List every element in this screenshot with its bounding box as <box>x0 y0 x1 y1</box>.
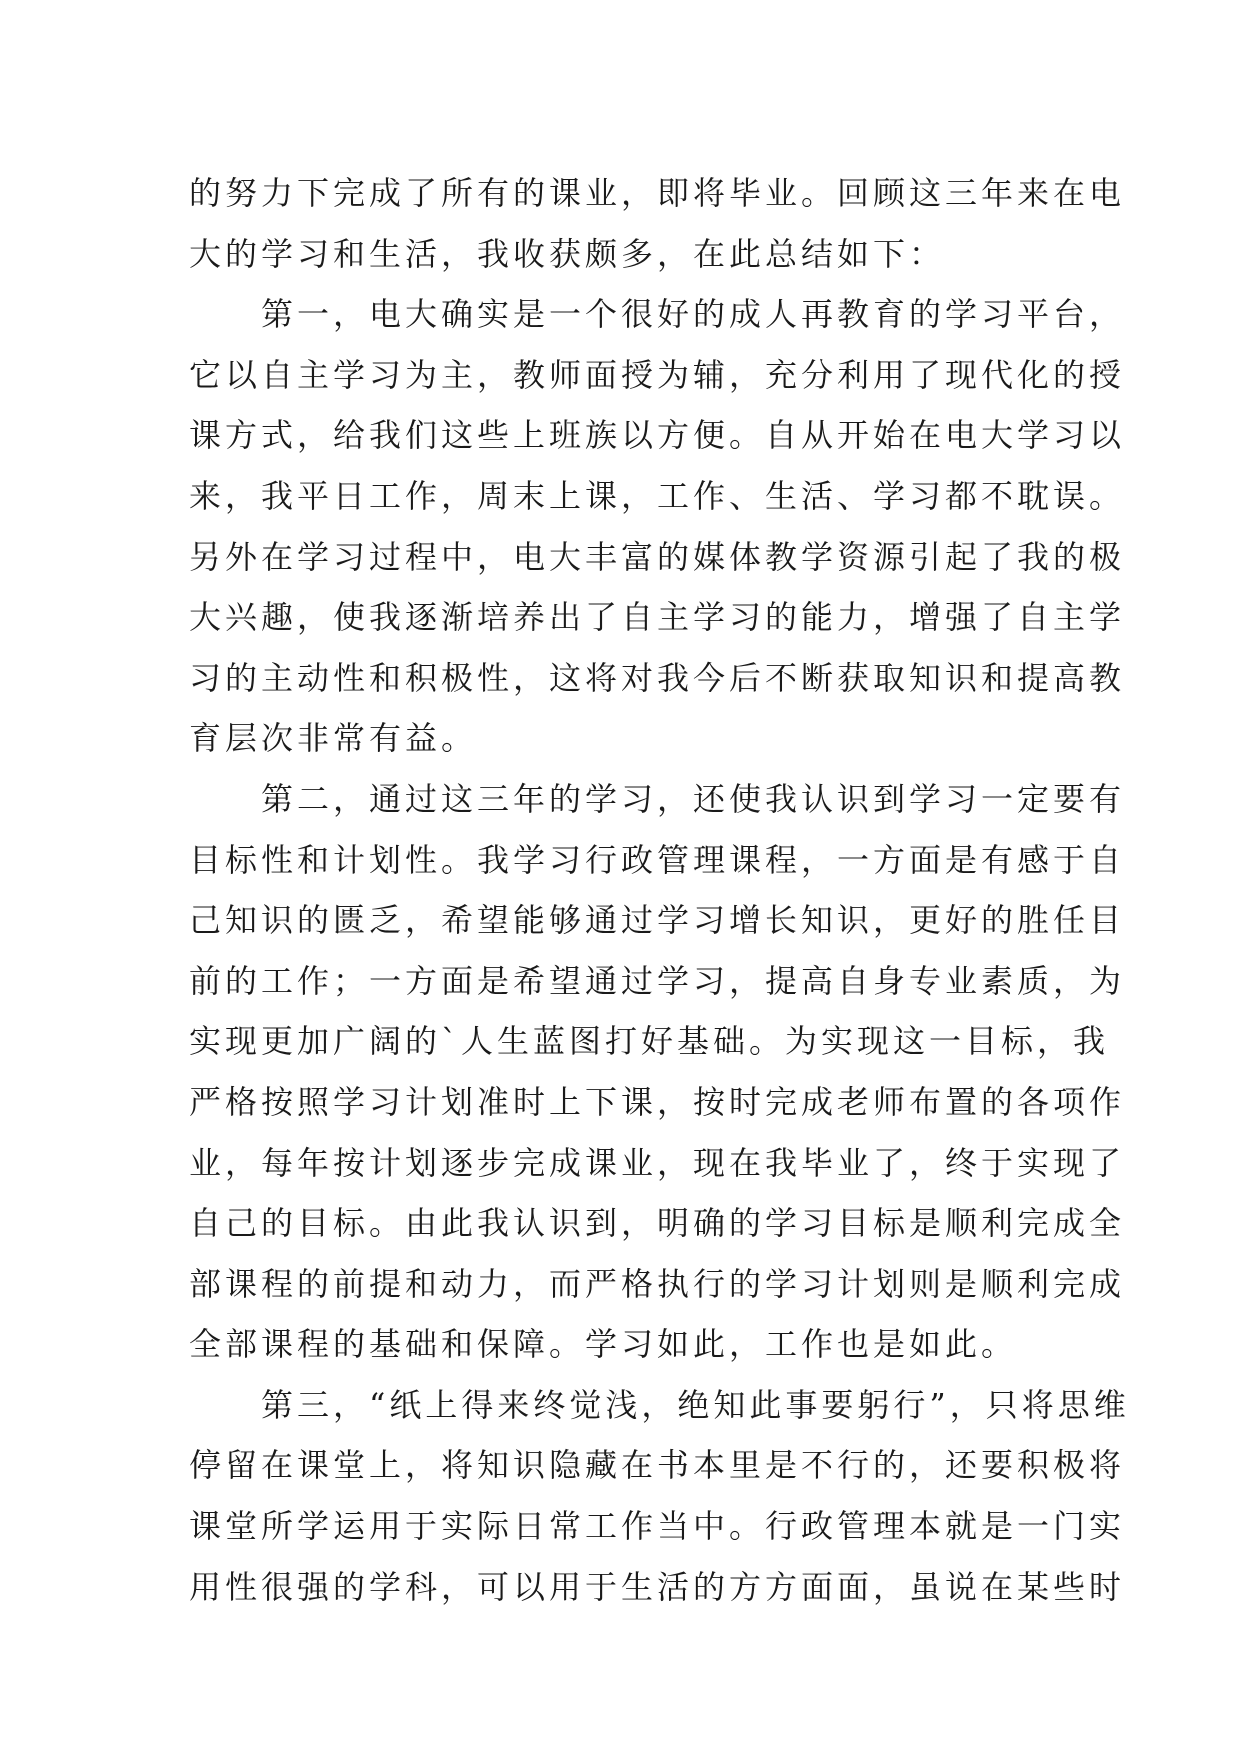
text-line: 第二，通过这三年的学习，还使我认识到学习一定要有 <box>261 779 1126 818</box>
text-line: 大的学习和生活，我收获颇多，在此总结如下： <box>189 234 946 273</box>
text-line: 习的主动性和积极性，这将对我今后不断获取知识和提高教 <box>189 658 1126 697</box>
text-line: 自己的目标。由此我认识到，明确的学习目标是顺利完成全 <box>189 1204 1126 1243</box>
text-line: 课方式，给我们这些上班族以方便。自从开始在电大学习以 <box>189 416 1126 455</box>
text-line: 大兴趣，使我逐渐培养出了自主学习的能力，增强了自主学 <box>189 598 1126 637</box>
text-line: 另外在学习过程中，电大丰富的媒体教学资源引起了我的极 <box>189 537 1126 576</box>
text-line: 第一，电大确实是一个很好的成人再教育的学习平台， <box>261 295 1126 334</box>
text-line: 它以自主学习为主，教师面授为辅，充分利用了现代化的授 <box>189 355 1126 394</box>
text-line: 前的工作；一方面是希望通过学习，提高自身专业素质，为 <box>189 961 1126 1000</box>
text-line: 部课程的前提和动力，而严格执行的学习计划则是顺利完成 <box>189 1264 1126 1303</box>
text-line: 课堂所学运用于实际日常工作当中。行政管理本就是一门实 <box>189 1507 1126 1546</box>
text-line: 的努力下完成了所有的课业，即将毕业。回顾这三年来在电 <box>189 174 1126 212</box>
document-body <box>189 163 1130 1617</box>
text-line: 业，每年按计划逐步完成课业，现在我毕业了，终于实现了 <box>189 1143 1126 1182</box>
text-line: 实现更加广阔的`人生蓝图打好基础。为实现这一目标，我 <box>189 1022 1110 1061</box>
text-line: 育层次非常有益。 <box>189 719 478 758</box>
text-line: 己知识的匮乏，希望能够通过学习增长知识，更好的胜任目 <box>189 901 1126 940</box>
text-line: 用性很强的学科，可以用于生活的方方面面，虽说在某些时 <box>189 1567 1126 1606</box>
text-line: 第三，“纸上得来终觉浅，绝知此事要躬行”，只将思维 <box>261 1385 1130 1424</box>
text-line: 严格按照学习计划准时上下课，按时完成老师布置的各项作 <box>189 1082 1126 1121</box>
text-line: 来，我平日工作，周末上课，工作、生活、学习都不耽误。 <box>189 476 1126 515</box>
text-line: 全部课程的基础和保障。学习如此，工作也是如此。 <box>189 1325 1018 1364</box>
text-line: 目标性和计划性。我学习行政管理课程，一方面是有感于自 <box>189 840 1126 879</box>
text-line: 停留在课堂上，将知识隐藏在书本里是不行的，还要积极将 <box>189 1446 1126 1485</box>
